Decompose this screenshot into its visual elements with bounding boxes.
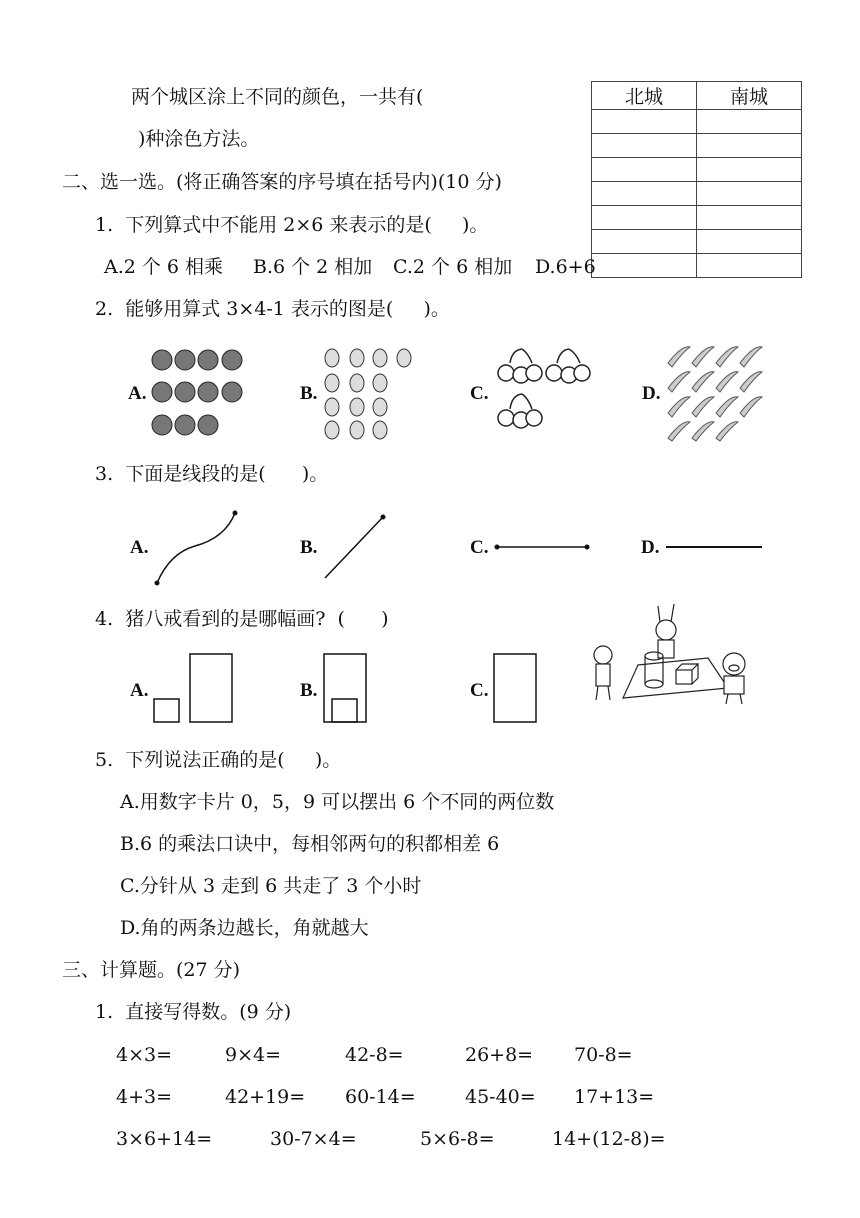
q-text-line2: )种涂色方法。	[138, 128, 260, 150]
q3-label-b: B.	[300, 537, 318, 558]
table-header-north: 北城	[592, 82, 697, 110]
calc-item: 4+3=	[116, 1086, 173, 1108]
q5-option-d: D.角的两条边越长，角就越大	[120, 917, 369, 939]
q2-label-c: C.	[470, 383, 489, 404]
calc-item: 60-14=	[345, 1086, 416, 1108]
section3-title: 三、计算题。(27 分)	[62, 959, 241, 981]
segment-figure	[492, 540, 592, 554]
q2-label-b: B.	[300, 383, 318, 404]
bananas-picture	[664, 343, 764, 441]
table-cell	[697, 110, 802, 134]
pears-picture	[322, 345, 417, 440]
view-c-figure	[492, 652, 540, 727]
table-cell	[592, 110, 697, 134]
table-cell	[592, 254, 697, 278]
q4-label-b: B.	[300, 680, 318, 701]
q1-option-b: B.6 个 2 相加	[253, 256, 373, 278]
apples-picture	[150, 345, 250, 440]
table-header-south: 南城	[697, 82, 802, 110]
table-cell	[697, 158, 802, 182]
calc-item: 30-7×4=	[270, 1128, 357, 1150]
calc-q1-stem: 1. 直接写得数。(9 分)	[95, 1001, 292, 1023]
q4-label-c: C.	[470, 680, 489, 701]
q1-option-c: C.2 个 6 相加	[393, 256, 513, 278]
q5-stem: 5. 下列说法正确的是( )。	[95, 749, 342, 771]
calc-item: 14+(12-8)=	[552, 1128, 666, 1150]
table-cell	[697, 254, 802, 278]
view-a-figure	[152, 652, 236, 727]
coloring-table	[591, 81, 802, 278]
cherries-picture	[494, 345, 594, 435]
table-cell	[592, 158, 697, 182]
table-cell	[697, 206, 802, 230]
calc-item: 3×6+14=	[116, 1128, 213, 1150]
q3-stem: 3. 下面是线段的是( )。	[95, 463, 329, 485]
calc-item: 17+13=	[574, 1086, 655, 1108]
table-cell	[592, 230, 697, 254]
table-cell	[592, 206, 697, 230]
q4-stem: 4. 猪八戒看到的是哪幅画? ( )	[95, 608, 389, 630]
q5-option-b: B.6 的乘法口诀中，每相邻两句的积都相差 6	[120, 833, 500, 855]
characters-scene-illustration	[588, 600, 754, 708]
calc-item: 26+8=	[465, 1044, 534, 1066]
q1-stem: 1. 下列算式中不能用 2×6 来表示的是( )。	[95, 214, 489, 236]
calc-item: 45-40=	[465, 1086, 536, 1108]
view-b-figure	[322, 652, 370, 727]
table-cell	[697, 230, 802, 254]
calc-item: 42+19=	[225, 1086, 306, 1108]
calc-item: 5×6-8=	[420, 1128, 495, 1150]
section2-title: 二、选一选。(将正确答案的序号填在括号内)(10 分)	[62, 171, 502, 193]
calc-item: 70-8=	[574, 1044, 633, 1066]
calc-item: 9×4=	[225, 1044, 282, 1066]
q2-label-d: D.	[642, 383, 661, 404]
table-cell	[592, 134, 697, 158]
q5-option-c: C.分针从 3 走到 6 共走了 3 个小时	[120, 875, 422, 897]
table-cell	[697, 182, 802, 206]
q3-label-a: A.	[130, 537, 149, 558]
calc-item: 4×3=	[116, 1044, 173, 1066]
table-cell	[697, 134, 802, 158]
q1-option-a: A.2 个 6 相乘	[104, 256, 224, 278]
q2-stem: 2. 能够用算式 3×4-1 表示的图是( )。	[95, 298, 450, 320]
q4-label-a: A.	[130, 680, 149, 701]
table-cell	[592, 182, 697, 206]
curve-figure	[150, 508, 240, 588]
q1-option-d: D.6+6	[535, 256, 596, 278]
line-figure	[666, 540, 766, 554]
calc-item: 42-8=	[345, 1044, 404, 1066]
q5-option-a: A.用数字卡片 0，5，9 可以摆出 6 个不同的两位数	[120, 791, 555, 813]
ray-figure	[322, 513, 387, 581]
q-text-line1: 两个城区涂上不同的颜色，一共有(	[131, 86, 424, 108]
q3-label-c: C.	[470, 537, 489, 558]
q2-label-a: A.	[128, 383, 147, 404]
q3-label-d: D.	[641, 537, 660, 558]
